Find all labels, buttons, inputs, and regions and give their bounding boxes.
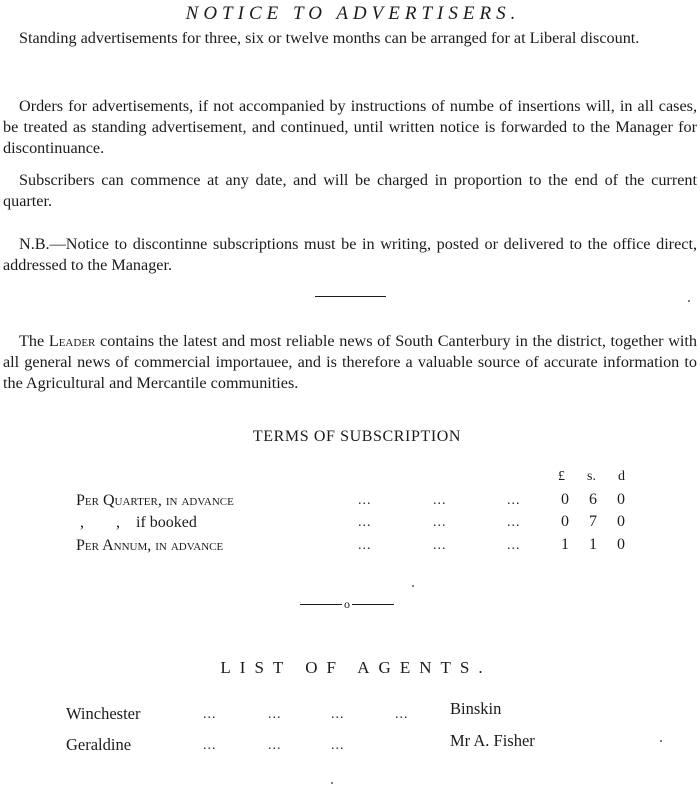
notice-title: NOTICE TO ADVERTISERS. xyxy=(185,3,521,24)
pence-header: d xyxy=(618,469,625,484)
terms-row-label: , , if booked xyxy=(76,514,197,531)
leader-body: contains the latest and most reliable news of South Canterbury in the district, together with all general news of commercial importauee, and is therefore a valuable source of accurate information to the Agricultural and Mercantile communities. xyxy=(3,332,697,392)
paragraph-nb: N.B.—Notice to discontinne subscriptions must be in writing, posted or delivered to the office direct, addressed to the Manager. xyxy=(3,235,697,274)
leader-dots: ... xyxy=(268,707,282,722)
amount-shillings: 7 xyxy=(589,513,597,530)
amount-pounds: 0 xyxy=(561,491,569,508)
ornamental-divider xyxy=(300,595,394,615)
divider-line-right xyxy=(352,604,394,605)
leader-dots: ... xyxy=(395,707,409,722)
print-speck xyxy=(660,740,662,742)
leader-dots: ... xyxy=(358,538,372,553)
amount-pence: 0 xyxy=(617,513,625,530)
print-speck xyxy=(331,782,333,784)
terms-row-label: Per Annum, in advance xyxy=(76,537,224,554)
leader-dots: ... xyxy=(203,707,217,722)
leader-dots: ... xyxy=(331,707,345,722)
leader-dots: ... xyxy=(507,515,521,530)
terms-row-label: Per Quarter, in advance xyxy=(76,492,234,509)
leader-dots: ... xyxy=(203,738,217,753)
section-rule xyxy=(315,296,386,297)
agent-town: Winchester xyxy=(66,704,141,723)
divider-mark: o xyxy=(344,597,350,611)
agents-heading: LIST OF AGENTS. xyxy=(220,658,492,677)
amount-pence: 0 xyxy=(617,536,625,553)
amount-pounds: 0 xyxy=(561,513,569,530)
paragraph-leader xyxy=(3,331,697,394)
agent-name: Binskin xyxy=(450,699,502,718)
leader-dots: ... xyxy=(358,515,372,530)
leader-dots: ... xyxy=(268,738,282,753)
paragraph-standing-ads: Standing advertisements for three, six or twelve months can be arranged for at Liberal discount. xyxy=(19,29,640,47)
leader-dots: ... xyxy=(507,493,521,508)
leader-dots: ... xyxy=(433,538,447,553)
print-speck xyxy=(688,300,690,302)
amount-pence: 0 xyxy=(617,491,625,508)
leader-dots: ... xyxy=(507,538,521,553)
leader-dots: ... xyxy=(433,515,447,530)
terms-heading: TERMS OF SUBSCRIPTION xyxy=(252,428,462,445)
leader-name: Leader xyxy=(48,332,96,350)
print-speck xyxy=(412,585,414,587)
amount-shillings: 1 xyxy=(589,536,597,553)
leader-dots: ... xyxy=(433,493,447,508)
amount-pounds: 1 xyxy=(561,536,569,553)
shillings-header: s. xyxy=(587,469,596,484)
leader-lead-in: The xyxy=(19,332,49,350)
paragraph-orders: Orders for advertisements, if not accompanied by instructions of numbe of insertions will, in all cases, be treated as standing advertisement, and continued, until written notice is forwarded to the Manager for discontinuance. xyxy=(3,97,697,157)
agent-town: Geraldine xyxy=(66,735,132,754)
leader-dots: ... xyxy=(331,738,345,753)
divider-line-left xyxy=(300,604,342,605)
amount-shillings: 6 xyxy=(589,491,597,508)
paragraph-subscribers: Subscribers can commence at any date, and will be charged in proportion to the end of the current quarter. xyxy=(3,171,697,210)
leader-dots: ... xyxy=(358,493,372,508)
agent-name: Mr A. Fisher xyxy=(450,731,535,750)
pounds-header: £ xyxy=(558,469,565,484)
